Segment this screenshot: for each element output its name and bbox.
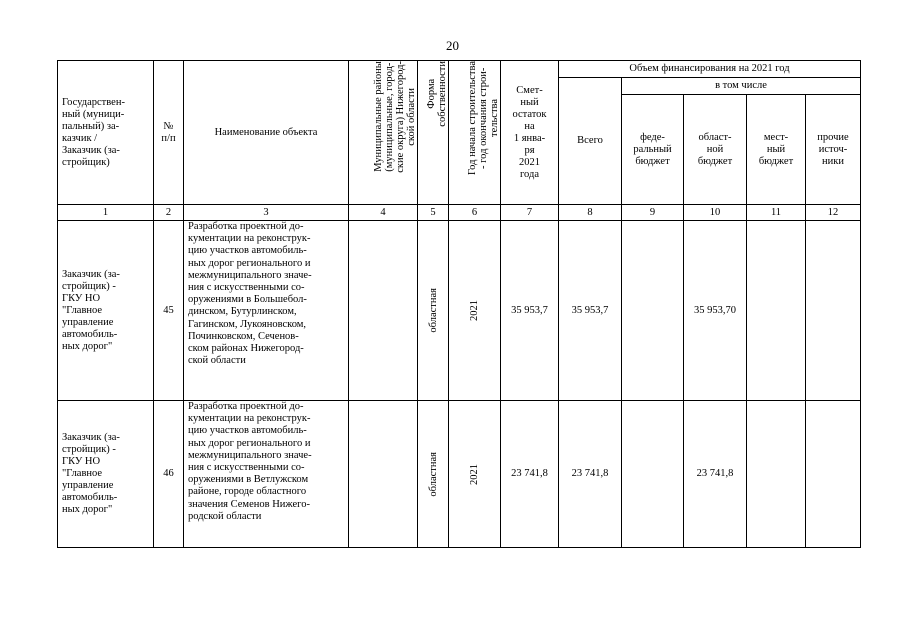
column-number: 8 — [559, 205, 622, 221]
header-other: прочие источ- ники — [806, 95, 861, 205]
row-estimated-balance: 23 741,8 — [501, 401, 559, 548]
row-other — [806, 401, 861, 548]
header-ownership — [418, 61, 449, 205]
row-years — [449, 401, 501, 548]
column-number: 7 — [501, 205, 559, 221]
row-number: 46 — [154, 401, 184, 548]
header-object-name: Наименование объекта — [184, 61, 349, 205]
table-row — [58, 401, 861, 548]
row-local — [747, 401, 806, 548]
row-local — [747, 221, 806, 401]
row-customer: Заказчик (за- стройщик) - ГКУ НО "Главное управление автомобиль- ных дорог" — [58, 221, 154, 401]
row-ownership — [418, 401, 449, 548]
column-number: 2 — [154, 205, 184, 221]
row-total: 35 953,7 — [559, 221, 622, 401]
column-number: 9 — [622, 205, 684, 221]
column-number: 10 — [684, 205, 747, 221]
row-total: 23 741,8 — [559, 401, 622, 548]
header-federal: феде- ральный бюджет — [622, 95, 684, 205]
header-local: мест- ный бюджет — [747, 95, 806, 205]
column-number: 4 — [349, 205, 418, 221]
header-customer: Государствен- ный (муници- пальный) за- казчик / Заказчик (за- стройщик) — [58, 61, 154, 205]
column-number: 11 — [747, 205, 806, 221]
column-number-row — [58, 205, 861, 221]
financing-table — [57, 60, 861, 548]
row-years-text: 2021 — [469, 300, 480, 321]
row-object-name: Разработка проектной до- кументации на реконструк- цию участков автомобиль- ных дорог регионального и межмуниципального значе- ния с искусственными со- оружениями в Большебол- динском, Бутурлинском, Гагинском, Лукояновском, Починковском, Сеченов- ском районах Нижегород- ской области — [184, 221, 349, 401]
header-row-1 — [58, 61, 861, 78]
row-regional: 35 953,70 — [684, 221, 747, 401]
row-estimated-balance: 35 953,7 — [501, 221, 559, 401]
column-number: 1 — [58, 205, 154, 221]
header-total: Всего — [559, 78, 622, 205]
row-ownership — [418, 221, 449, 401]
row-ownership-text: областная — [427, 288, 439, 333]
row-federal — [622, 221, 684, 401]
row-federal — [622, 401, 684, 548]
row-object-name: Разработка проектной до- кументации на реконструк- цию участков автомобиль- ных дорог регионального и межмуниципального значе- ния с искусственными со- оружениями в Ветлужском районе, городе областного значения Семенов Нижего- родской области — [184, 401, 349, 548]
header-districts — [349, 61, 418, 205]
table-row — [58, 221, 861, 401]
header-number: № п/п — [154, 61, 184, 205]
header-years — [449, 61, 501, 205]
header-regional: област- ной бюджет — [684, 95, 747, 205]
header-estimated-balance: Смет- ный остаток на 1 янва- ря 2021 года — [501, 61, 559, 205]
header-including: в том числе — [622, 78, 861, 95]
row-districts — [349, 401, 418, 548]
header-ownership-text: Форма собственности — [426, 61, 448, 127]
row-years-text: 2021 — [469, 463, 480, 485]
header-districts-text: Муниципальные районы (муниципальные, город- ские округа) Нижегород- ской области — [373, 61, 417, 173]
row-districts — [349, 221, 418, 401]
row-regional: 23 741,8 — [684, 401, 747, 548]
row-number: 45 — [154, 221, 184, 401]
column-number: 6 — [449, 205, 501, 221]
row-ownership-text: областная — [427, 451, 439, 497]
page-number: 20 — [446, 38, 459, 53]
row-other — [806, 221, 861, 401]
column-number: 5 — [418, 205, 449, 221]
header-years-text: Год начала строительства - год окончания строи- тельства — [467, 61, 500, 175]
row-years — [449, 221, 501, 401]
column-number: 12 — [806, 205, 861, 221]
row-customer: Заказчик (за- стройщик) - ГКУ НО "Главное управление автомобиль- ных дорог" — [58, 401, 154, 548]
header-funding-2021: Объем финансирования на 2021 год — [559, 61, 861, 78]
column-number: 3 — [184, 205, 349, 221]
